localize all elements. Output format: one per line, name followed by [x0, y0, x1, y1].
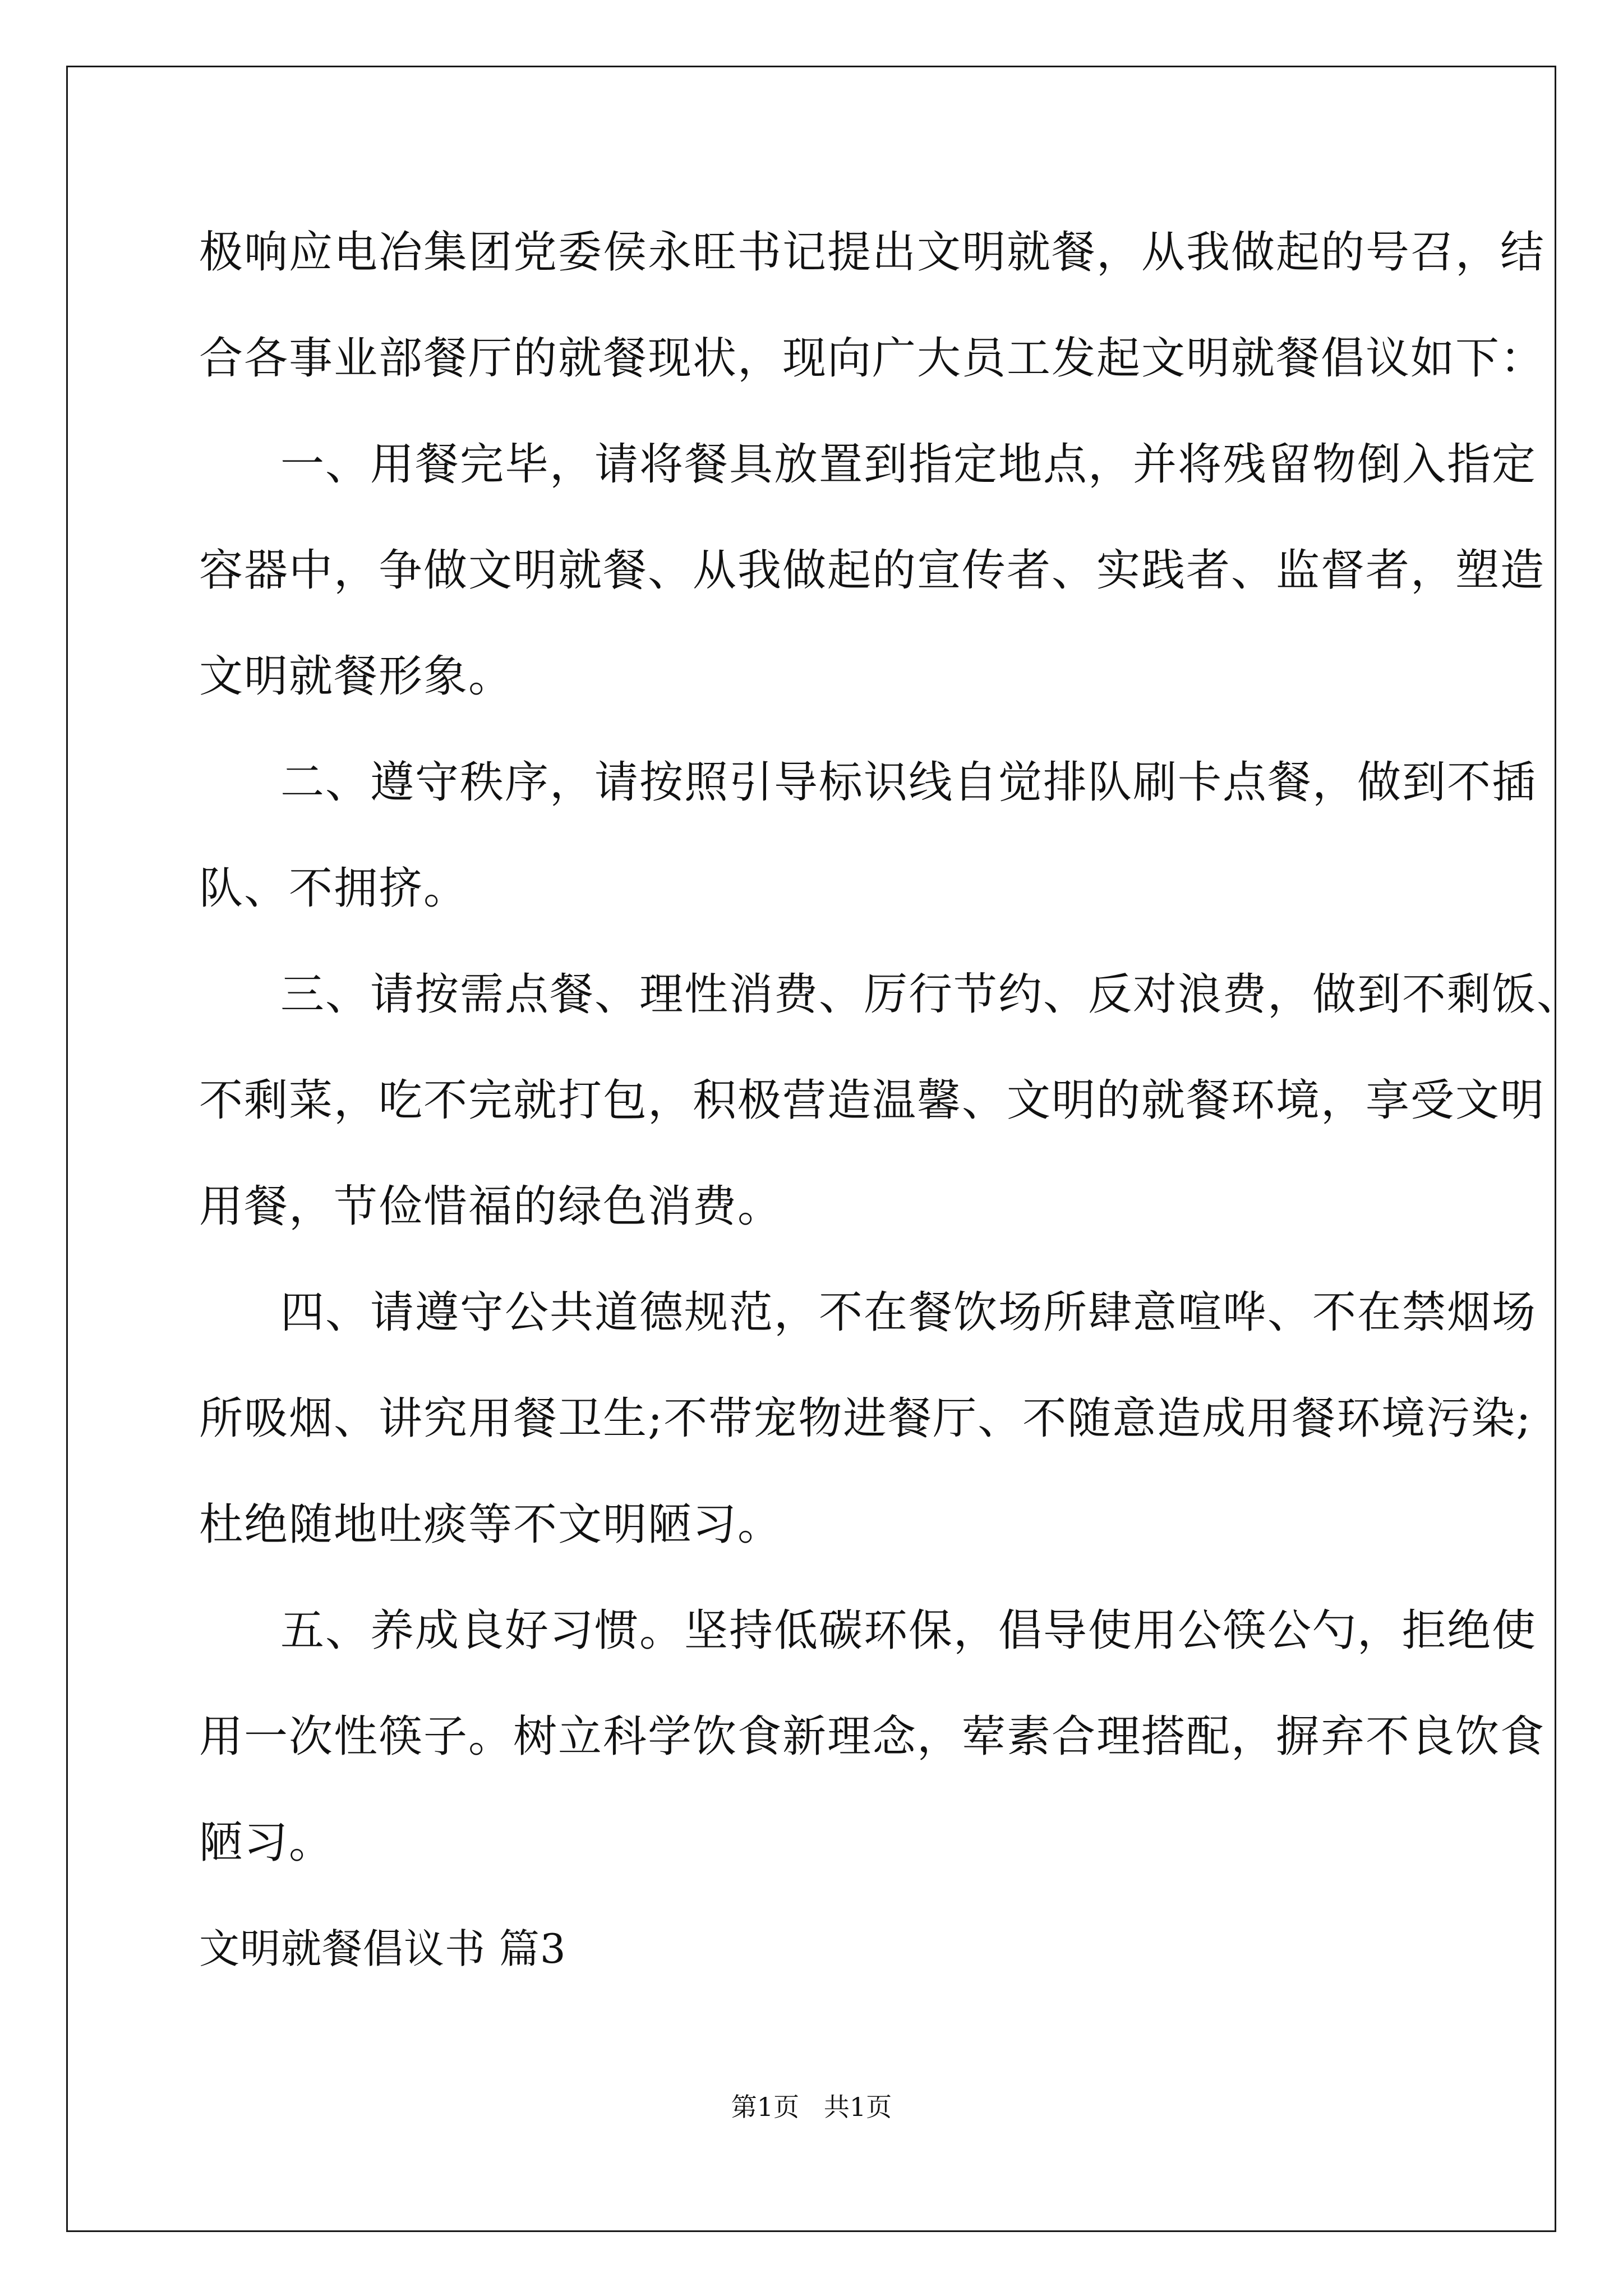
- text-line: 杜绝随地吐痰等不文明陋习。: [199, 1499, 783, 1550]
- text-line: 队、不拥挤。: [199, 863, 469, 914]
- text-line: 陋习。: [199, 1818, 334, 1868]
- text-line: 合各事业部餐厅的就餐现状，现向广大员工发起文明就餐倡议如下：: [199, 333, 1546, 384]
- text-line: 二、遵守秩序，请按照引导标识线自觉排队刷卡点餐，做到不插: [280, 757, 1537, 808]
- text-line: 所吸烟、讲究用餐卫生;不带宠物进餐厅、不随意造成用餐环境污染;: [199, 1393, 1532, 1444]
- text-line: 不剩菜，吃不完就打包，积极营造温馨、文明的就餐环境，享受文明: [199, 1075, 1546, 1126]
- text-line: 用一次性筷子。树立科学饮食新理念，荤素合理搭配，摒弃不良饮食: [199, 1711, 1546, 1762]
- text-line: 一、用餐完毕，请将餐具放置到指定地点，并将残留物倒入指定: [280, 439, 1537, 490]
- text-line: 容器中，争做文明就餐、从我做起的宣传者、实践者、监督者，塑造: [199, 545, 1546, 596]
- page-number-footer: 第1页 共1页: [731, 2092, 892, 2122]
- page-frame: [66, 66, 1556, 2232]
- text-line: 三、请按需点餐、理性消费、厉行节约、反对浪费，做到不剩饭、: [280, 969, 1582, 1020]
- section-title: 文明就餐倡议书 篇3: [199, 1925, 566, 1972]
- text-line: 极响应电冶集团党委侯永旺书记提出文明就餐，从我做起的号召，结: [199, 227, 1546, 278]
- text-line: 五、养成良好习惯。坚持低碳环保，倡导使用公筷公勺，拒绝使: [280, 1605, 1537, 1656]
- text-line: 文明就餐形象。: [199, 651, 514, 702]
- text-line: 用餐，节俭惜福的绿色消费。: [199, 1181, 783, 1232]
- text-line: 四、请遵守公共道德规范，不在餐饮场所肆意喧哗、不在禁烟场: [280, 1287, 1537, 1338]
